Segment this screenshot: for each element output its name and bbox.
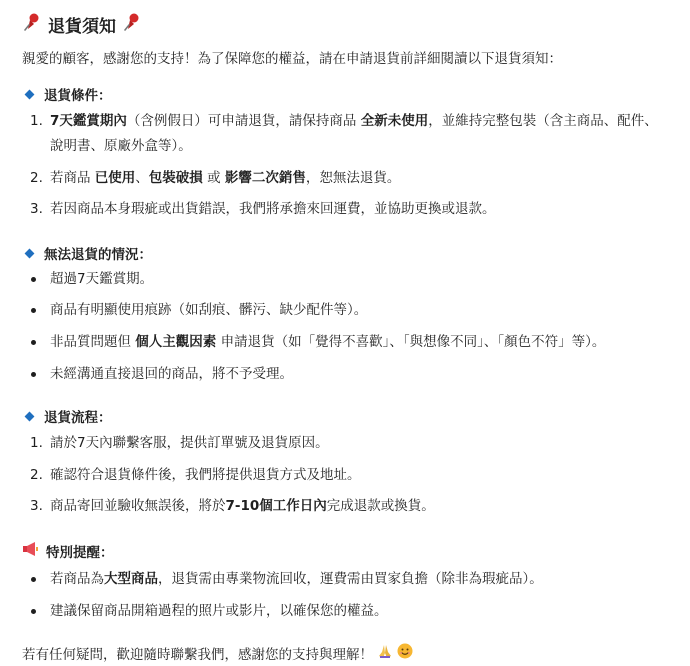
bullet-icon — [30, 599, 50, 624]
title-row — [24, 12, 140, 36]
section-heading-not-returnable: 無法退貨的情況： — [26, 243, 152, 263]
page-title: 退貨須知 — [48, 16, 116, 37]
list-item: 3. 若因商品本身瑕疵或出貨錯誤，我們將承擔來回運費，並協助更換或退款。 — [30, 201, 496, 217]
smiling-face-icon — [397, 643, 413, 663]
section-heading-conditions: 退貨條件： — [26, 84, 112, 104]
closing-note: 若有任何疑問，歡迎隨時聯繫我們，感謝您的支持與理解！ — [22, 643, 413, 663]
diamond-bullet-icon — [25, 248, 35, 258]
list-item: 2. 若商品 已使用、包裝破損 或 影響二次銷售，恕無法退貨。 — [30, 170, 401, 186]
diamond-bullet-icon — [25, 411, 35, 421]
list-item: 建議保留商品開箱過程的照片或影片，以確保您的權益。 — [30, 599, 660, 624]
bullet-icon — [30, 267, 50, 292]
bullet-icon — [30, 298, 50, 323]
list-item: 商品有明顯使用痕跡（如刮痕、髒污、缺少配件等）。 — [30, 298, 660, 323]
list-item: 超過7天鑑賞期。 — [30, 267, 660, 292]
list-item: 未經溝通直接退回的商品，將不予受理。 — [30, 362, 660, 387]
bullet-icon — [30, 362, 50, 387]
intro-paragraph: 親愛的顧客，感謝您的支持！為了保障您的權益，請在申請退貨前詳細閱讀以下退貨須知： — [22, 51, 562, 67]
section-heading-process: 退貨流程： — [26, 406, 112, 426]
list-item: 2. 確認符合退貨條件後，我們將提供退貨方式及地址。 — [30, 467, 361, 483]
pushpin-icon — [124, 13, 140, 35]
pushpin-icon — [24, 13, 40, 35]
section-heading-reminder: 特別提醒： — [22, 541, 114, 561]
list-item: 1. 7天鑑賞期內（含例假日）可申請退貨，請保持商品 全新未使用，並維持完整包裝（含主商品、配件、說明書、原廠外盒等）。 — [30, 113, 658, 154]
list-item: 3. 商品寄回並驗收無誤後，將於7-10個工作日內完成退款或換貨。 — [30, 498, 435, 514]
praying-hands-icon — [377, 643, 393, 663]
list-item: 非品質問題但 個人主觀因素 申請退貨（如「覺得不喜歡」、「與想像不同」、「顏色不符」等）。 — [30, 330, 660, 355]
bullet-icon — [30, 567, 50, 592]
list-item: 1. 請於7天內聯繫客服，提供訂單號及退貨原因。 — [30, 435, 329, 451]
diamond-bullet-icon — [25, 89, 35, 99]
megaphone-icon — [22, 542, 38, 560]
list-item: 若商品為大型商品，退貨需由專業物流回收，運費需由買家負擔（除非為瑕疵品）。 — [30, 567, 660, 592]
bullet-icon — [30, 330, 50, 355]
